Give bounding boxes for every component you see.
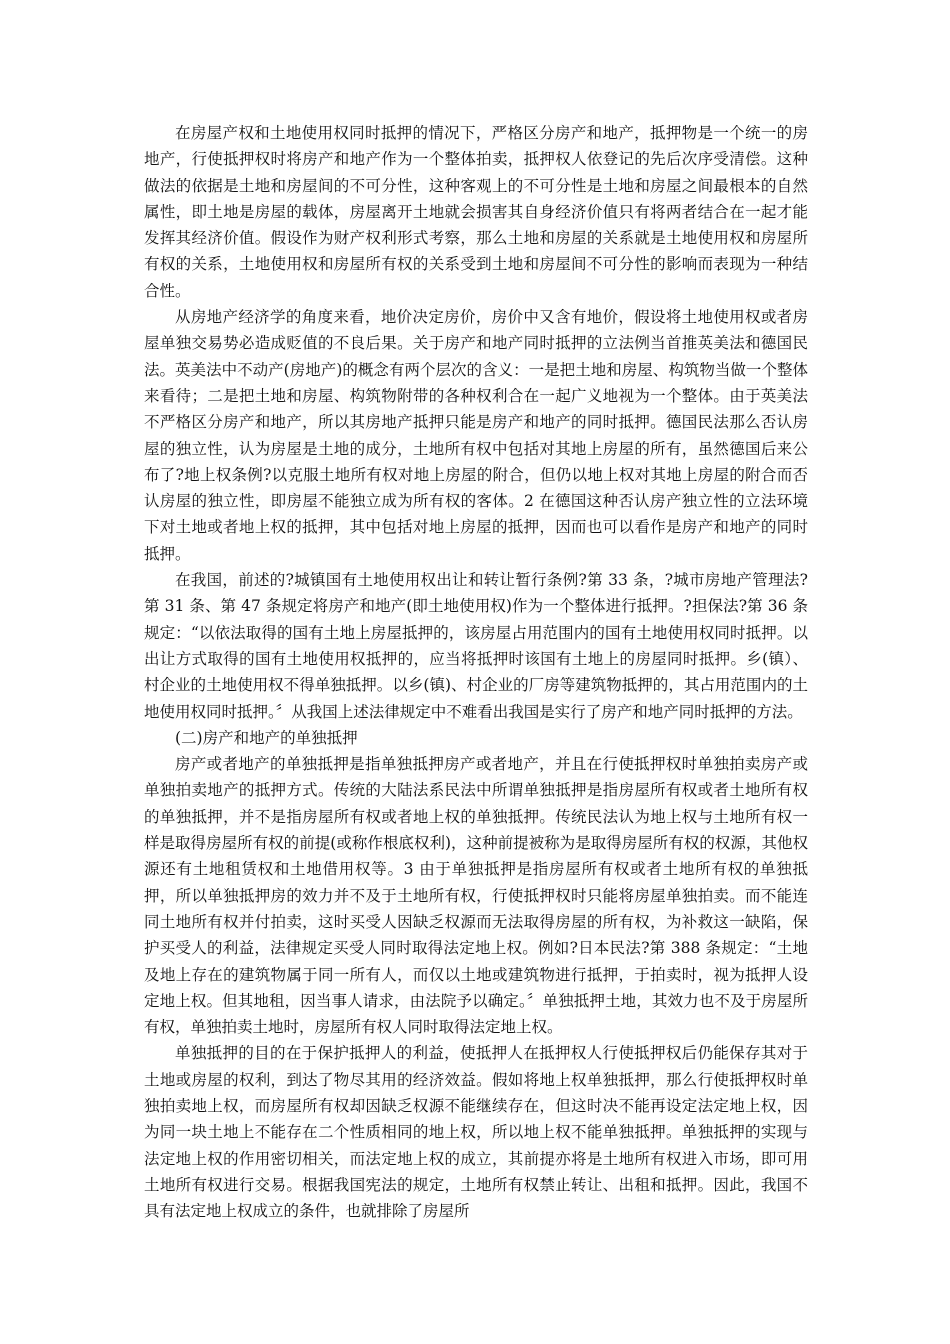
section-heading: (二)房产和地产的单独抵押 xyxy=(175,728,358,747)
paragraph-5: 单独抵押的目的在于保护抵押人的利益，使抵押人在抵押权人行使抵押权后仍能保存其对于土地或房屋的权利，到达了物尽其用的经济效益。假如将地上权单独抵押，那么行使抵押权时单独拍卖地上权，而房屋所有权却因缺乏权源不能继续存在，但这时决不能再设定法定地上权，因为同一块土地上不能存在二个性质相同的地上权，所以地上权不能单独抵押。单独抵押的实现与法定地上权的作用密切相关，而法定地上权的成立，其前提亦将是土地所有权进入市场，即可用土地所有权进行交易。根据我国宪法的规定，土地所有权禁止转让、出租和抵押。因此，我国不具有法定地上权成立的条件，也就排除了房屋所 xyxy=(144,1044,808,1221)
document-page xyxy=(144,120,808,1224)
paragraph-3: 在我国，前述的?城镇国有土地使用权出让和转让暂行条例?第 33 条，?城市房地产管理法?第 31 条、第 47 条规定将房产和地产(即土地使用权)作为一个整体进行抵押。?担保法?第 36 条规定：“以依法取得的国有土地上房屋抵押的，该房屋占用范围内的国有土地使用权同时抵押。以出让方式取得的国有土地使用权抵押的，应当将抵押时该国有土地上的房屋同时抵押。乡(镇）、村企业的土地使用权不得单独抵押。以乡(镇)、村企业的厂房等建筑物抵押的，其占用范围内的土地使用权同时抵押。〞从我国上述法律规定中不难看出我国是实行了房产和地产同时抵押的方法。 xyxy=(144,571,808,721)
paragraph-1: 在房屋产权和土地使用权同时抵押的情况下，严格区分房产和地产，抵押物是一个统一的房地产，行使抵押权时将房产和地产作为一个整体拍卖，抵押权人依登记的先后次序受清偿。这种做法的依据是土地和房屋间的不可分性，这种客观上的不可分性是土地和房屋之间最根本的自然属性，即土地是房屋的载体，房屋离开土地就会损害其自身经济价值只有将两者结合在一起才能发挥其经济价值。假设作为财产权利形式考察，那么土地和房屋的关系就是土地使用权和房屋所有权的关系，土地使用权和房屋所有权的关系受到土地和房屋间不可分性的影响而表现为一种结合性。 xyxy=(144,124,808,300)
paragraph-4: 房产或者地产的单独抵押是指单独抵押房产或者地产，并且在行使抵押权时单独拍卖房产或单独拍卖地产的抵押方式。传统的大陆法系民法中所谓单独抵押是指房屋所有权或者土地所有权的单独抵押，并不是指房屋所有权或者地上权的单独抵押。传统民法认为地上权与土地所有权一样是取得房屋所有权的前提(或称作根底权利)，这种前提被称为是取得房屋所有权的权源，其他权源还有土地租赁权和土地借用权等。3 由于单独抵押是指房屋所有权或者土地所有权的单独抵押，所以单独抵押房的效力并不及于土地所有权，行使抵押权时只能将房屋单独拍卖。而不能连同土地所有权并付拍卖，这时买受人因缺乏权源而无法取得房屋的所有权，为补救这一缺陷，保护买受人的利益，法律规定买受人同时取得法定地上权。例如?日本民法?第 388 条规定：“土地及地上存在的建筑物属于同一所有人，而仅以土地或建筑物进行抵押，于拍卖时，视为抵押人设定地上权。但其地租，因当事人请求，由法院予以确定。〞单独抵押土地，其效力也不及于房屋所有权，单独拍卖土地时，房屋所有权人同时取得法定地上权。 xyxy=(144,755,808,1037)
paragraph-2: 从房地产经济学的角度来看，地价决定房价，房价中又含有地价，假设将土地使用权或者房屋单独交易势必造成贬值的不良后果。关于房产和地产同时抵押的立法例当首推英美法和德国民法。英美法中不动产(房地产)的概念有两个层次的含义：一是把土地和房屋、构筑物当做一个整体来看待；二是把土地和房屋、构筑物附带的各种权利合在一起广义地视为一个整体。由于英美法不严格区分房产和地产，所以其房地产抵押只能是房产和地产的同时抵押。德国民法那么否认房屋的独立性，认为房屋是土地的成分，土地所有权中包括对其地上房屋的所有，虽然德国后来公布了?地上权条例?以克服土地所有权对地上房屋的附合，但仍以地上权对其地上房屋的附合而否认房屋的独立性，即房屋不能独立成为所有权的客体。2 在德国这种否认房产独立性的立法环境下对土地或者地上权的抵押，其中包括对地上房屋的抵押，因而也可以看作是房产和地产的同时抵押。 xyxy=(144,308,808,563)
